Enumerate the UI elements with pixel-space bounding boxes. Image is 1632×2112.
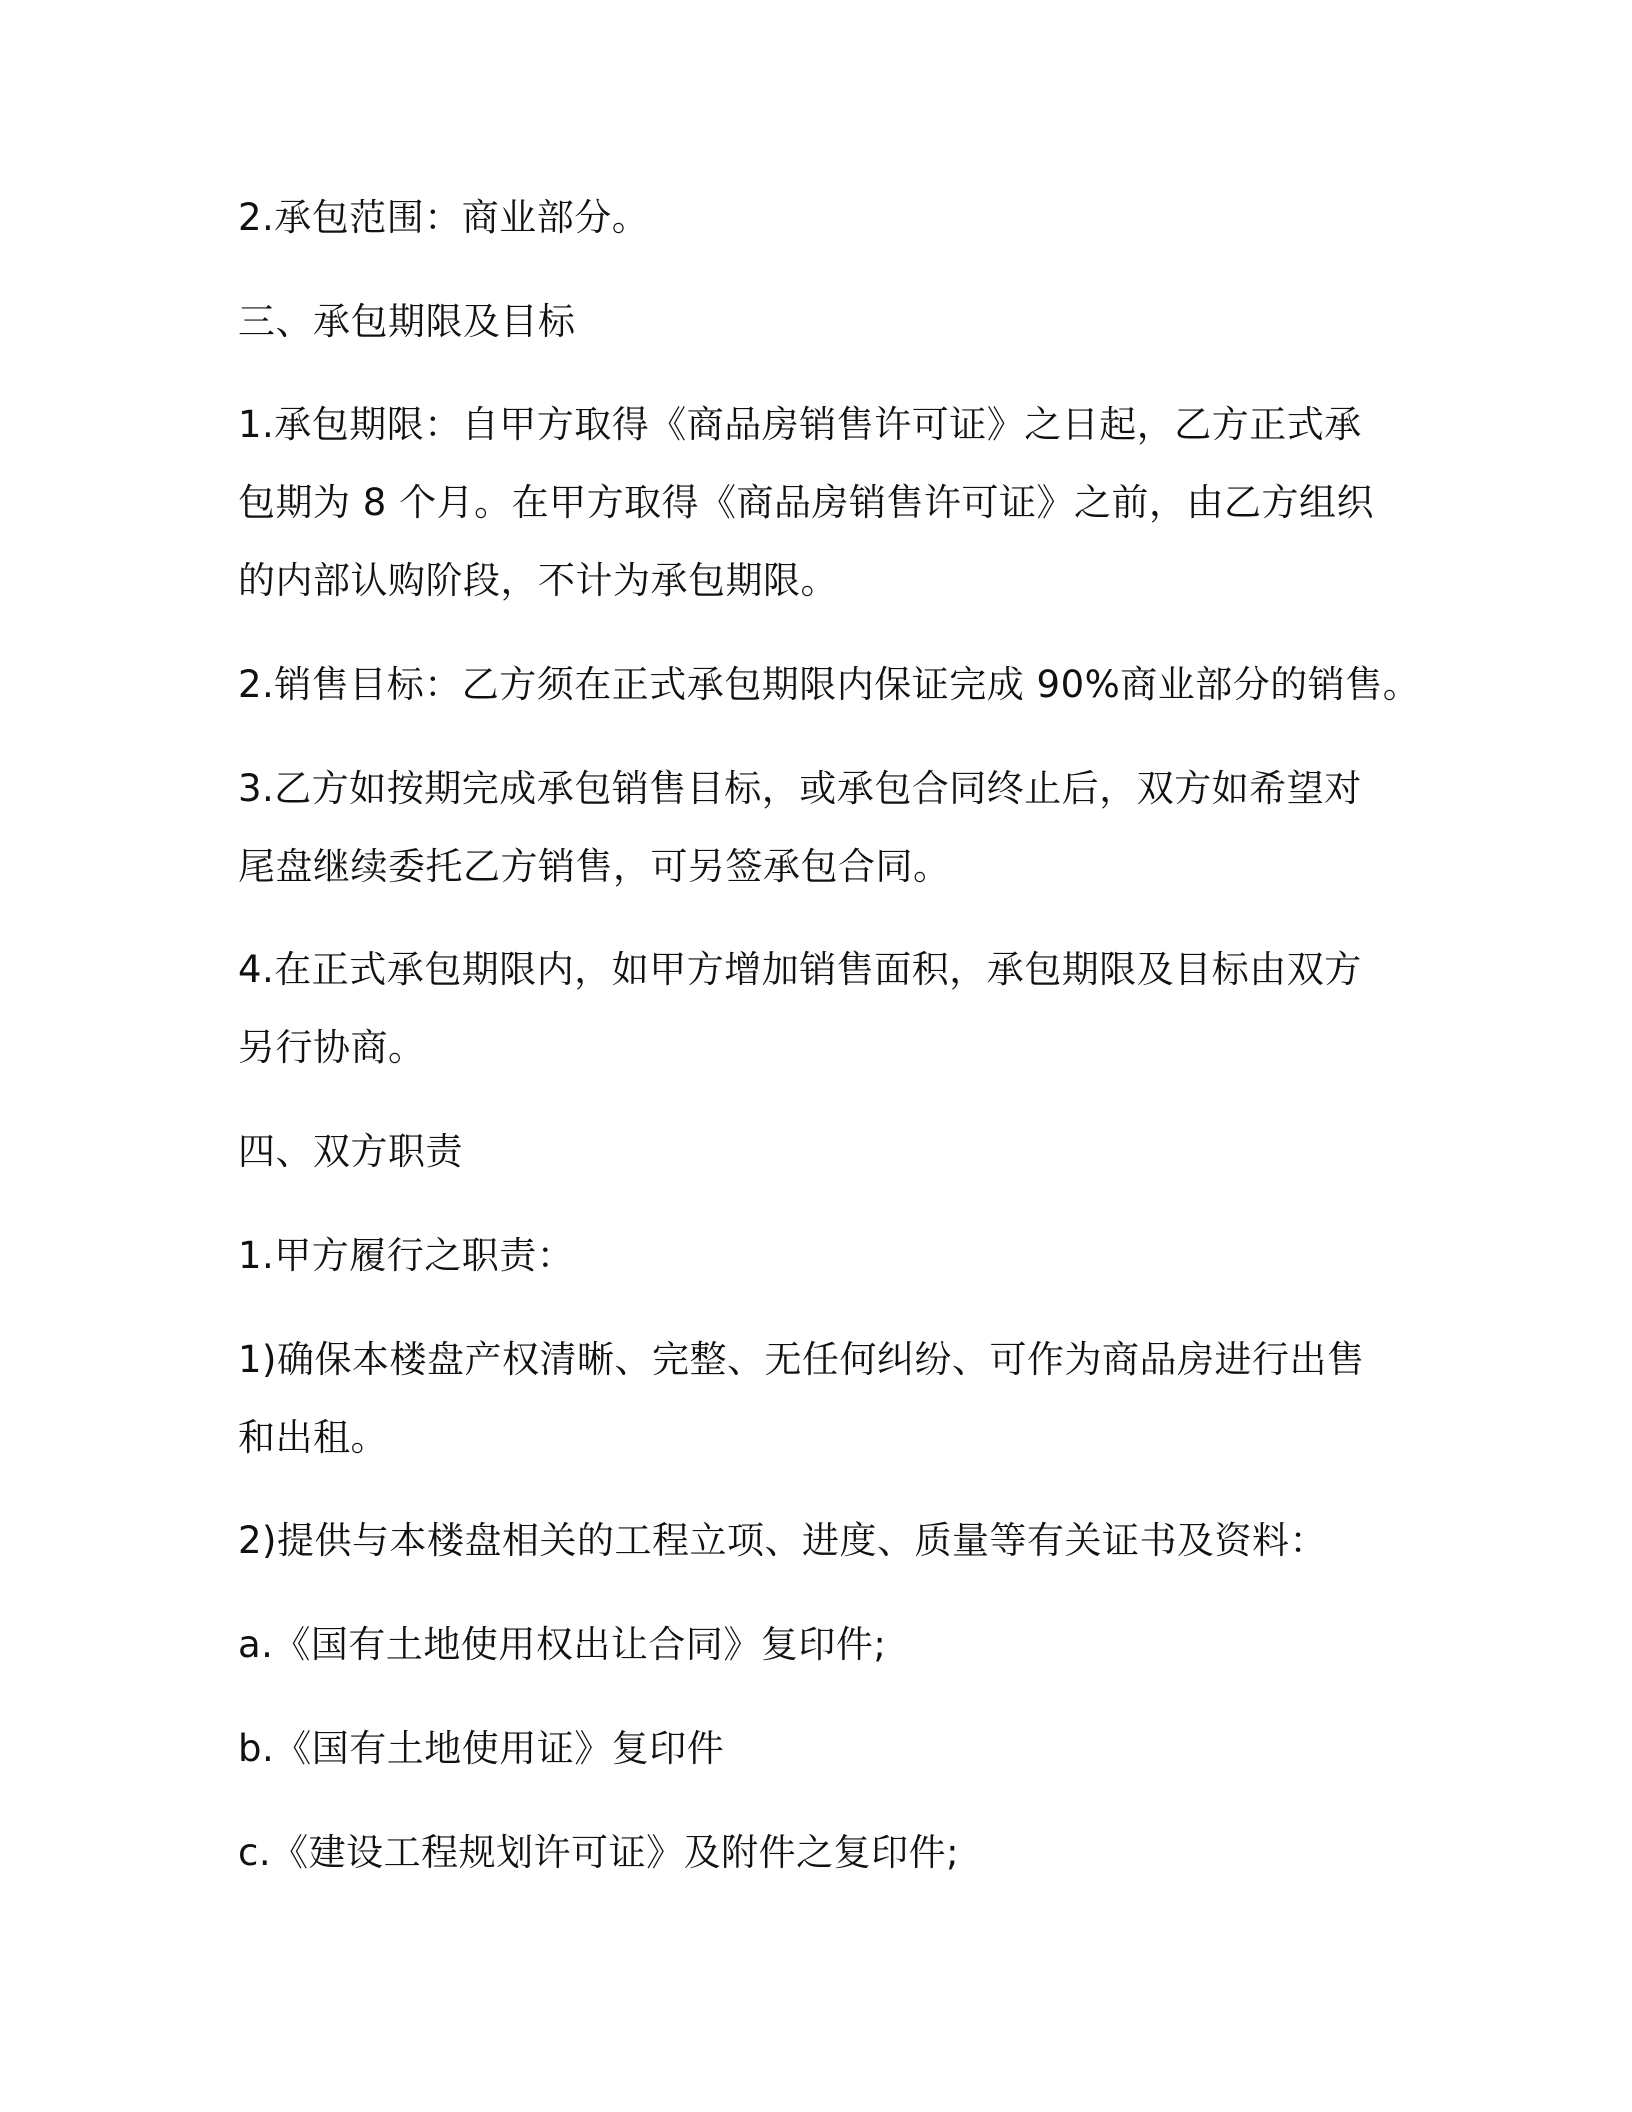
section-heading-term-and-target: 三、承包期限及目标	[238, 300, 576, 343]
clause-term-line-3: 的内部认购阶段，不计为承包期限。	[238, 559, 838, 602]
clause-extension-line-2: 尾盘继续委托乙方销售，可另签承包合同。	[238, 845, 951, 888]
clause-extension-line-1: 3.乙方如按期完成承包销售目标，或承包合同终止后，双方如希望对	[238, 767, 1362, 810]
section-heading-duties: 四、双方职责	[238, 1130, 463, 1173]
clause-sales-target: 2.销售目标：乙方须在正式承包期限内保证完成 90%商业部分的销售。	[238, 663, 1421, 706]
duty-1-line-1: 1)确保本楼盘产权清晰、完整、无任何纠纷、可作为商品房进行出售	[238, 1338, 1365, 1381]
clause-term-line-2: 包期为 8 个月。在甲方取得《商品房销售许可证》之前，由乙方组织	[238, 481, 1375, 524]
duty-1-line-2: 和出租。	[238, 1416, 388, 1459]
document-item-a: a.《国有土地使用权出让合同》复印件;	[238, 1623, 887, 1666]
document-item-c: c.《建设工程规划许可证》及附件之复印件;	[238, 1831, 960, 1874]
document-item-b: b.《国有土地使用证》复印件	[238, 1727, 725, 1770]
clause-area-change-line-2: 另行协商。	[238, 1026, 426, 1069]
clause-area-change-line-1: 4.在正式承包期限内，如甲方增加销售面积，承包期限及目标由双方	[238, 948, 1362, 991]
clause-scope: 2.承包范围：商业部分。	[238, 196, 650, 239]
clause-term-line-1: 1.承包期限：自甲方取得《商品房销售许可证》之日起，乙方正式承	[238, 403, 1362, 446]
duty-2: 2)提供与本楼盘相关的工程立项、进度、质量等有关证书及资料：	[238, 1519, 1327, 1562]
clause-party-a-duties: 1.甲方履行之职责：	[238, 1234, 575, 1277]
